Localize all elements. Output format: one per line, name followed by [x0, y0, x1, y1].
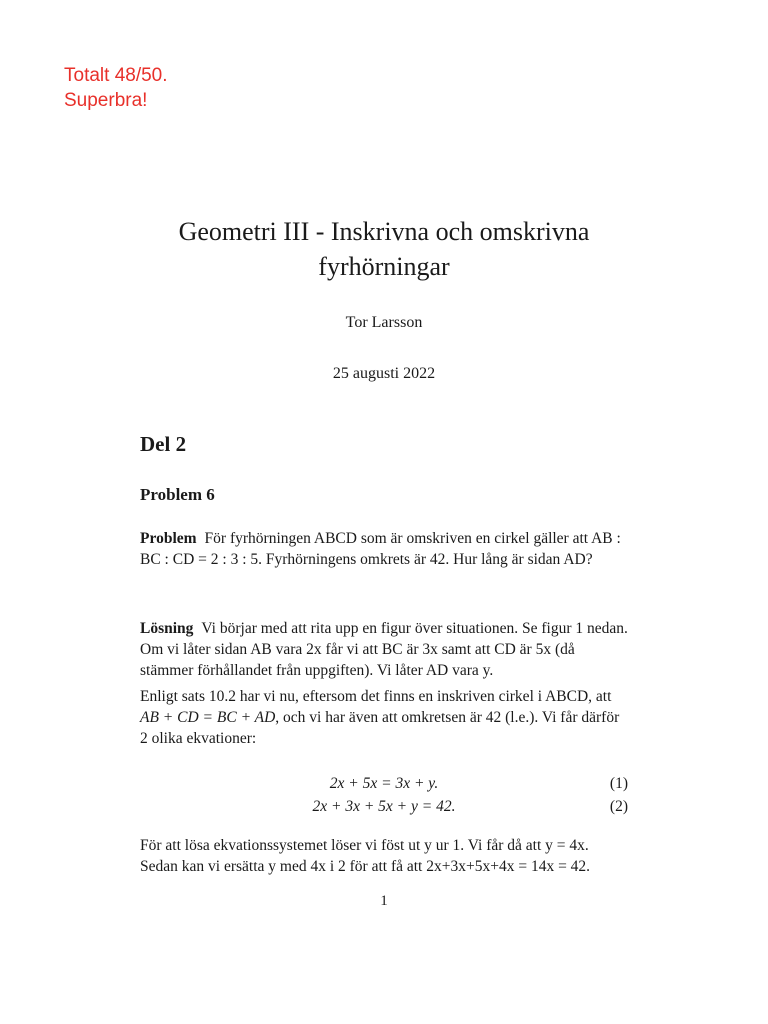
solution-lead: Lösning	[140, 620, 194, 637]
equation-2-expression: 2x + 3x + 5x + y = 42.	[312, 798, 456, 815]
theorem-text-1: Enligt sats 10.2 har vi nu, eftersom det finns en inskriven cirkel i ABCD, att	[140, 688, 612, 705]
problem-paragraph	[140, 528, 628, 570]
grade-score: Totalt 48/50.	[64, 65, 168, 86]
subsection-heading: Problem 6	[140, 485, 215, 504]
document-title	[0, 214, 768, 284]
title-line-1: Geometri III - Inskrivna och omskrivna	[178, 217, 590, 246]
title-line-2: fyrhörningar	[318, 252, 450, 281]
problem-lead: Problem	[140, 530, 197, 547]
theorem-text-2: , och vi har även att omkretsen är 42 (l.e.). Vi får därför 2 olika ekvationer:	[140, 709, 620, 747]
solution-text: Vi börjar med att rita upp en figur över situationen. Se figur 1 nedan. Om vi låter sidan AB vara 2x får vi att BC är 3x samt att CD är 5x (då stämmer förhållandet från uppgiften). Vi låter AD vara y.	[140, 620, 628, 679]
theorem-equation: AB + CD = BC + AD	[140, 709, 276, 726]
author: Tor Larsson	[345, 314, 423, 331]
solution-paragraph	[140, 618, 628, 681]
grade-comment: Superbra!	[64, 90, 148, 111]
date: 25 augusti 2022	[332, 365, 436, 382]
equation-1-number: (1)	[609, 775, 628, 792]
solution-step-paragraph: För att lösa ekvationssystemet löser vi föst ut y ur 1. Vi får då att y = 4x. Sedan kan vi ersätta y med 4x i 2 för att få att 2x+3x+5x+4x = 14x = 42.	[140, 837, 591, 875]
problem-text: För fyrhörningen ABCD som är omskriven en cirkel gäller att AB : BC : CD = 2 : 3 : 5. Fyrhörningens omkrets är 42. Hur lång är sidan AD?	[140, 530, 621, 568]
equation-2-number: (2)	[609, 798, 628, 815]
theorem-paragraph	[140, 686, 628, 749]
page-number: 1	[380, 893, 388, 909]
equation-1-expression: 2x + 5x = 3x + y.	[329, 775, 439, 792]
grade-annotation	[64, 63, 168, 113]
section-heading: Del 2	[140, 432, 187, 456]
